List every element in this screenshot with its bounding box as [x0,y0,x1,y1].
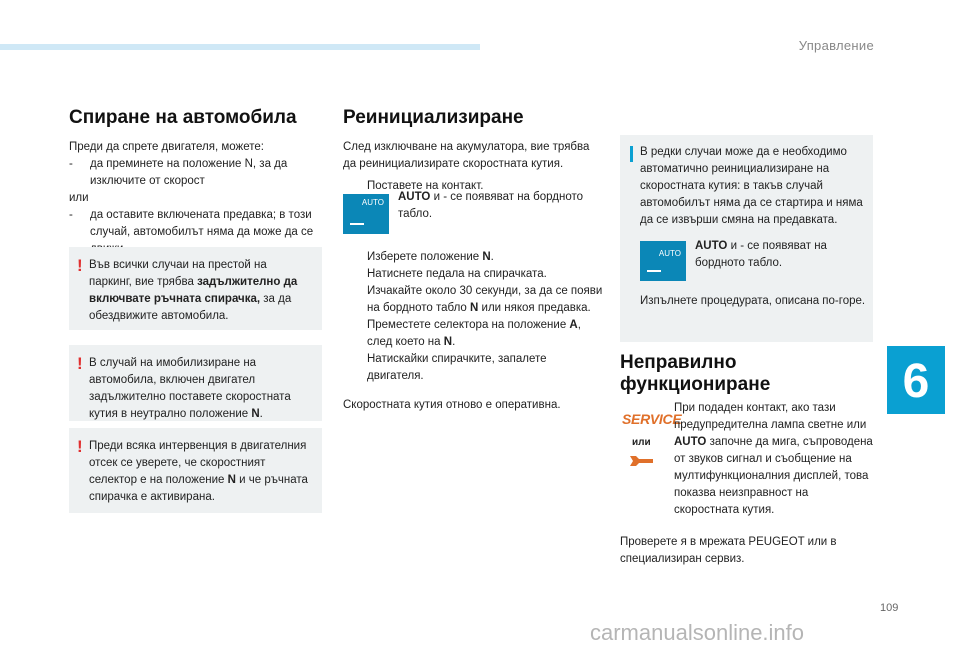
chapter-tab [887,346,945,414]
header-bar [0,44,480,50]
page-number: 109 [880,602,899,614]
chapter-number: 6 [902,355,930,408]
paragraph-outro: Скоростната кутия отново е оперативна. [343,399,561,411]
auto-note: AUTO и - се появяват на бордното табло. [695,240,827,269]
warning-icon: ! [77,354,83,373]
info-end: Изпълнете процедурата, описана по-горе. [640,295,866,307]
list-item: Поставете на контакт. [367,180,484,192]
paragraph-intro: След изключване на акумулатора, вие трябва да реинициализирате скоростната кутия. [343,141,590,170]
auto-display-icon: AUTO [640,241,686,281]
auto-note: AUTO и - се появяват на бордното табло. [398,191,583,220]
fault-text: При подаден контакт, ако тази предупредителна лампа светне или AUTO започне да мига, съпроводена от звуков сигнал и съобщение на мултифункционалния дисплей, това показва неизправност на скоростната кутия. [674,402,873,516]
heading-block [620,352,790,396]
paragraph-intro: Преди да спрете двигателя, можете: [69,141,264,153]
list-item: Натискайки спирачките, запалете двигателя. [367,353,547,382]
wrench-icon [627,453,655,469]
section-title: Управление [798,38,874,53]
list-item: Изчакайте около 30 секунди, за да се появи на бордното табло N или някоя предавка. [367,285,603,314]
warning-icon: ! [77,437,83,456]
column-stopping [69,107,325,258]
or-label: или [632,437,651,448]
paragraph-outro: Проверете я в мрежата PEUGEOT или в специализиран сервиз. [620,536,837,565]
info-text: В редки случаи може да е необходимо автоматично реинициализиране на скоростната кутия: в такъв случай автомобилът няма да се стартира и няма да се извърши смяна на предавката. [640,146,863,226]
info-box [620,135,873,342]
info-marker [630,146,633,162]
warning-box: ! Във всички случаи на престой на паркинг, вие трябва задължително да включвате ръчната спирачка, за да обездвижите автомобила. [69,247,322,330]
column-reinit [343,107,605,195]
warning-box: ! В случай на имобилизиране на автомобила, включен двигател задължително поставете скоростната кутия в неутрално положение N. [69,345,322,421]
warning-box: ! Преди всяка интервенция в двигателния отсек се уверете, че скоростният селектор е на положение N и че ръчната спирачка е активирана. [69,428,322,513]
auto-display-icon: AUTO [343,194,389,234]
heading-malfunction: Неправилно функциониране [620,352,771,395]
steps-list [343,249,605,414]
or-text: или [69,192,89,204]
watermark: carmanualsonline.info [590,620,805,645]
list-item: Изберете положение N. [367,251,494,263]
list-item: - да преминете на положение N, за да изключите от скорост [69,158,288,187]
list-item: Натиснете педала на спирачката. [367,268,547,280]
service-icon: SERVICE [622,411,682,427]
heading-stopping: Спиране на автомобила [69,107,297,128]
list-item: Преместете селектора на положение A, след което на N. [367,319,581,348]
warning-icon: ! [77,256,83,275]
list-item: - да оставите включената предавка; в този случай, автомобилът няма да може да се [69,209,314,238]
heading-reinit: Реинициализиране [343,107,524,128]
